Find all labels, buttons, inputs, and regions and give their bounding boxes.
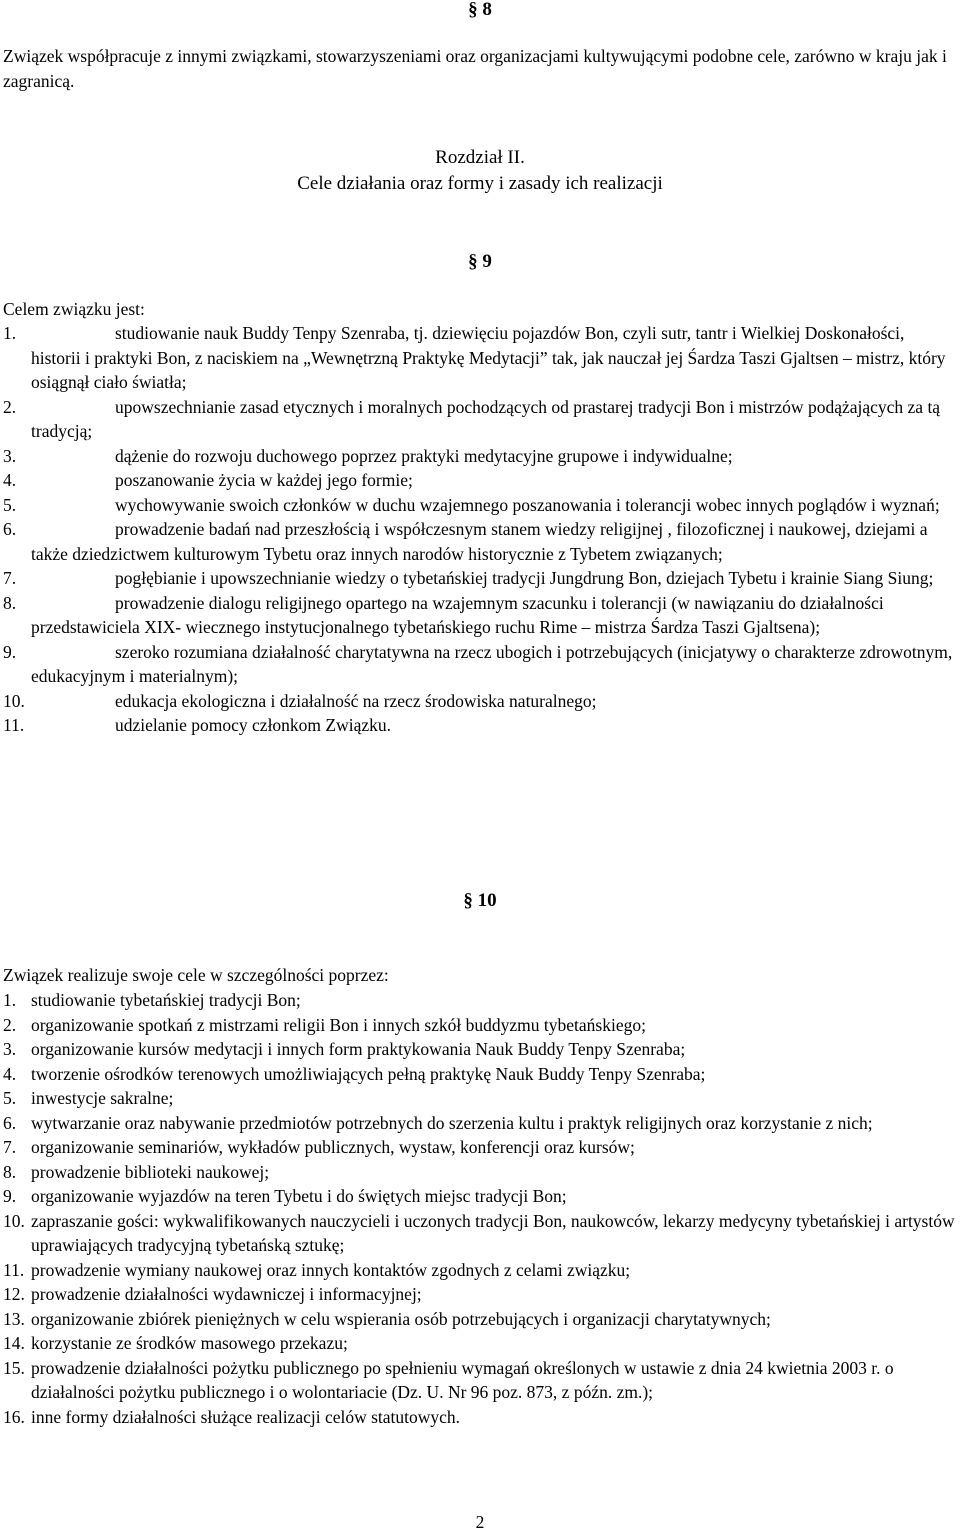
list-item-number: 6. (3, 1112, 17, 1133)
list-item-number: 5. (3, 1088, 17, 1108)
list-item (3, 1086, 955, 1111)
list-item-number: 5. (3, 494, 17, 515)
list-item (3, 1405, 955, 1430)
list-item (3, 444, 955, 469)
list-item-text: studiowanie nauk Buddy Tenpy Szenraba, tj. dziewięciu pojazdów Bon, czyli sutr, tantr i Wielkiej Doskonałości, historii i praktyki Bon, z naciskiem na „Wewnętrzną Praktykę Medytacji” tak, jak nauczał jej Śardza Taszi Gjaltsen – mistrz, który osiągnął ciało światła; (31, 323, 946, 392)
list-item (3, 1111, 955, 1136)
list-item-text: organizowanie zbiórek pieniężnych w celu wspierania osób potrzebujących i organizacji charytatywnych; (31, 1308, 771, 1329)
list-item-text: szeroko rozumiana działalność charytatywna na rzecz ubogich i potrzebujących (inicjatywy o charakterze zdrowotnym, edukacyjnym i materialnym); (31, 641, 953, 686)
list-item-number: 6. (3, 519, 17, 539)
list-item-text: wychowywanie swoich członków w duchu wzajemnego poszanowania i tolerancji wobec innych poglądów i wyznań; (115, 494, 940, 515)
list-item-text: upowszechnianie zasad etycznych i moralnych pochodzących od prastarej tradycji Bon i mistrzów podążających za tą tradycją; (31, 396, 941, 441)
chapter-number: Rozdział II. (435, 147, 525, 168)
list-item-text: organizowanie wyjazdów na teren Tybetu i do świętych miejsc tradycji Bon; (31, 1186, 567, 1206)
list-item-text: organizowanie seminariów, wykładów publicznych, wystaw, konferencji oraz kursów; (31, 1137, 635, 1157)
list-item-number: 2. (3, 396, 17, 417)
section-9-list (3, 321, 955, 738)
list-item-number: 15. (3, 1357, 25, 1378)
list-item-number: 11. (3, 715, 25, 735)
list-item-text: studiowanie tybetańskiej tradycji Bon; (31, 990, 301, 1010)
list-item-text: prowadzenie dialogu religijnego opartego na wzajemnym szacunku i tolerancji (w nawiązaniu do działalności przedstawiciela XIX- wiecznego instytucjonalnego tybetańskiego ruchu Rime – mistrza Śardza Taszi Gjaltsena); (31, 592, 884, 637)
list-item (3, 1282, 955, 1307)
list-item (3, 1062, 955, 1087)
list-item-text: wytwarzanie oraz nabywanie przedmiotów potrzebnych do szerzenia kultu i praktyk religijnych oraz korzystanie z nich; (31, 1112, 873, 1133)
section-9-heading: § 9 (468, 251, 492, 272)
list-item (3, 1013, 955, 1038)
list-item-number: 8. (3, 1161, 17, 1182)
list-item-number: 3. (3, 445, 17, 466)
section-10-list (3, 988, 955, 1429)
chapter-title: Cele działania oraz formy i zasady ich realizacji (297, 173, 663, 194)
list-item-text: edukacja ekologiczna i działalność na rzecz środowiska naturalnego; (115, 690, 597, 711)
list-item-number: 10. (3, 690, 25, 711)
list-item-text: prowadzenie biblioteki naukowej; (31, 1161, 270, 1182)
list-item (3, 1258, 955, 1283)
list-item-number: 4. (3, 470, 17, 490)
list-item-number: 10. (3, 1210, 25, 1231)
list-item (3, 591, 955, 640)
list-item-number: 7. (3, 1137, 17, 1157)
list-item-number: 16. (3, 1406, 25, 1427)
list-item-text: prowadzenie wymiany naukowej oraz innych kontaktów zgodnych z celami związku; (31, 1259, 631, 1280)
page-number: 2 (475, 1512, 485, 1532)
section-8-heading: § 8 (468, 0, 492, 20)
list-item-text: organizowanie spotkań z mistrzami religii Bon i innych szkół buddyzmu tybetańskiego; (31, 1014, 646, 1035)
section-10-heading: § 10 (463, 890, 497, 911)
list-item-number: 2. (3, 1014, 17, 1035)
list-item (3, 988, 955, 1013)
list-item (3, 640, 955, 689)
list-item (3, 713, 955, 738)
list-item-number: 9. (3, 641, 17, 662)
list-item-text: inwestycje sakralne; (31, 1088, 174, 1108)
list-item-text: inne formy działalności służące realizacji celów statutowych. (31, 1406, 461, 1427)
list-item-number: 7. (3, 568, 17, 588)
list-item-text: udzielanie pomocy członkom Związku. (115, 715, 392, 735)
list-item (3, 1307, 955, 1332)
list-item-number: 8. (3, 592, 17, 613)
list-item-text: organizowanie kursów medytacji i innych form praktykowania Nauk Buddy Tenpy Szenraba; (31, 1039, 686, 1059)
list-item-text: korzystanie ze środków masowego przekazu; (31, 1333, 348, 1353)
list-item (3, 517, 955, 566)
section-9-intro: Celem związku jest: (3, 299, 145, 319)
list-item-text: prowadzenie działalności wydawniczej i informacyjnej; (31, 1284, 422, 1304)
list-item-number: 4. (3, 1063, 17, 1084)
list-item-number: 1. (3, 323, 17, 343)
list-item-number: 9. (3, 1186, 17, 1206)
list-item (3, 566, 955, 591)
list-item (3, 468, 955, 493)
section-8-text: Związek współpracuje z innymi związkami, stowarzyszeniami oraz organizacjami kultywującymi podobne cele, zarówno w kraju jak i zagranicą. (3, 46, 947, 91)
list-item-number: 11. (3, 1259, 25, 1280)
list-item-text: prowadzenie działalności pożytku publicznego po spełnieniu wymagań określonych w ustawie z dnia 24 kwietnia 2003 r. o działalności pożytku publicznego i o wolontariacie (Dz. U. Nr 96 poz. 873, z późn. zm.); (31, 1357, 894, 1402)
list-item-number: 12. (3, 1284, 25, 1304)
list-item-number: 3. (3, 1039, 17, 1059)
list-item (3, 1135, 955, 1160)
list-item-text: dążenie do rozwoju duchowego poprzez praktyki medytacyjne grupowe i indywidualne; (115, 445, 733, 466)
section-10-intro: Związek realizuje swoje cele w szczególności poprzez: (3, 965, 389, 985)
list-item (3, 1037, 955, 1062)
list-item-text: zapraszanie gości: wykwalifikowanych nauczycieli i uczonych tradycji Bon, naukowców, lekarzy medycyny tybetańskiej i artystów uprawiających tradycyjną tybetańską sztukę; (31, 1210, 955, 1255)
list-item (3, 1356, 955, 1405)
list-item (3, 1331, 955, 1356)
list-item (3, 689, 955, 714)
list-item (3, 395, 955, 444)
list-item-text: tworzenie ośrodków terenowych umożliwiających pełną praktykę Nauk Buddy Tenpy Szenraba; (31, 1063, 706, 1084)
list-item-text: prowadzenie badań nad przeszłością i współczesnym stanem wiedzy religijnej , filozoficznej i naukowej, dziejami a także dziedzictwem kulturowym Tybetu oraz innych narodów historycznie z Tybetem związanych; (31, 519, 928, 564)
list-item (3, 1184, 955, 1209)
list-item (3, 321, 955, 395)
list-item-number: 1. (3, 990, 17, 1010)
list-item-number: 13. (3, 1308, 25, 1329)
list-item (3, 1209, 955, 1258)
list-item (3, 493, 955, 518)
list-item-number: 14. (3, 1333, 25, 1353)
list-item (3, 1160, 955, 1185)
list-item-text: poszanowanie życia w każdej jego formie; (115, 470, 413, 490)
list-item-text: pogłębianie i upowszechnianie wiedzy o tybetańskiej tradycji Jungdrung Bon, dziejach Tybetu i krainie Siang Siung; (115, 568, 934, 588)
